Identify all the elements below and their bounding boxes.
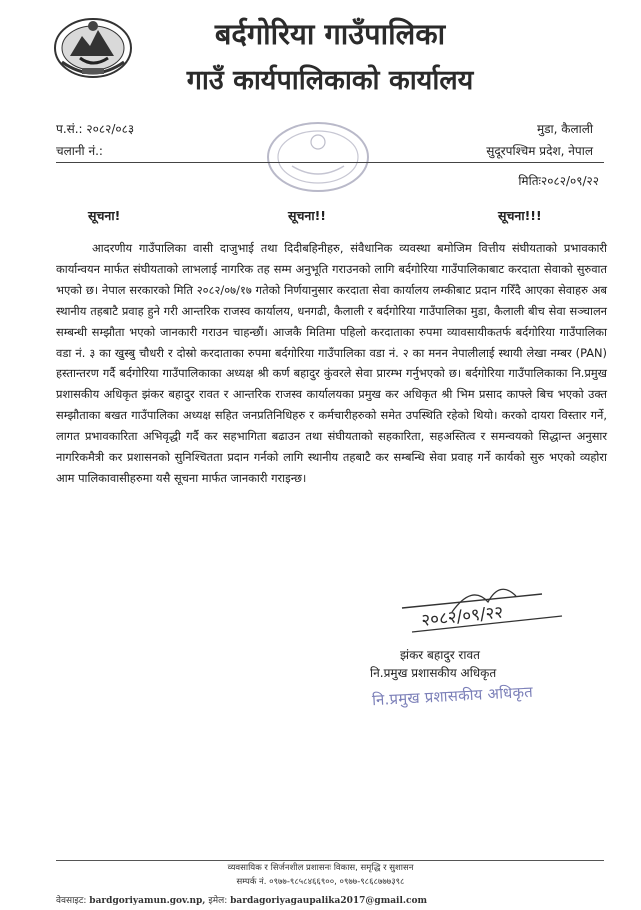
notice-heading-center: सूचना!! (288, 208, 326, 223)
email-link[interactable]: bardagoriyagaupalika2017@gmail.com (230, 896, 428, 906)
footer-divider (56, 860, 604, 861)
footer-web-email (56, 893, 427, 906)
handwritten-date: २०८२/०९/२२ (420, 602, 505, 631)
address-line2: सुदूरपश्चिम प्रदेश, नेपाल (486, 144, 593, 158)
footer-motto: व्यवसायिक र सिर्जनशील प्रशासनः विकास, समृद्धि र सुशासन (227, 863, 414, 873)
dispatch-number: चलानी नं.: (56, 144, 103, 158)
website-label: वेवसाइट: (56, 896, 87, 906)
notice-body (56, 238, 607, 489)
signatory-designation: नि.प्रमुख प्रशासकीय अधिकृत (370, 666, 497, 680)
notice-heading-left: सूचना! (88, 208, 121, 223)
footer-contact: सम्पर्क नं. ०९७७-९८५८४६६९००, ०९७७-९८६८७७७३९८ (236, 877, 405, 887)
email-label: इमेल: (208, 896, 228, 906)
signatory-name: झंकर बहादुर रावत (400, 648, 480, 662)
header-divider (56, 162, 604, 163)
address-line1: मुडा, कैलाली (536, 122, 593, 136)
website-link[interactable]: bardgoriyamun.gov.np, (89, 896, 206, 906)
handwritten-signature-icon (392, 572, 582, 642)
notice-heading-right: सूचना!!! (498, 208, 542, 223)
office-title-line1: बर्दगोरिया गाउँपालिका (214, 17, 446, 51)
notice-paragraph: आदरणीय गाउँपालिका वासी दाजुभाई तथा दिदीबहिनीहरु, संवैधानिक व्यवस्था बमोजिम वित्तीय संघीयताको प्रभावकारी कार्यान्वयन मार्फत संघीयताको लाभलाई नागरिक तह सम्म अनुभूति गराउनको लागि बर्दगोरिया गाउँपालिकाबाट करदाता सेवाको सुरुवात भएको छ। नेपाल सरकारको मिति २०८२/०७/१७ गतेको निर्णयानुसार करदाता सेवा कार्यालय लम्कीबाट प्रदान गरिँदै आएका सेवाहरु अब स्थानीय तहबाटै प्रवाह हुने गरी आन्तरिक राजस्व कार्यालय, धनगढी, कैलाली र बर्दगोरिया गाउँपालिका मुडा, कैलाली बीच सेवा सञ्चालन सम्बन्धी सम्झौता भएको जानकारी गराउन चाहन्छौं। आजकै मितिमा पहिलो करदाताका रुपमा व्यावसायीकतर्फ बर्दगोरिया गाउँपालिका वडा नं. ३ का खुस्बु चौधरी र दोस्रो करदाताका रुपमा बर्दगोरिया गाउँपालिका वडा नं. २ का मनन नेपालीलाई स्थायी लेखा नम्बर (PAN) हस्तान्तरण गर्दै बर्दगोरिया गाउँपालिकाका अध्यक्ष श्री कर्ण बहादुर कुंवरले सेवा प्रारम्भ गर्नुभएको छ। बर्दगोरिया गाउँपालिकाका नि.प्रमुख प्रशासकीय अधिकृत झंकर बहादुर रावत र आन्तरिक राजस्व कार्यालयका प्रमुख कर अधिकृत श्री भिम प्रसाद काफ्ले बिच भएको उक्त सम्झौताका बखत गाउँपालिका अध्यक्ष सहित जनप्रतिनिधिहरु र कर्मचारीहरुको समेत उपस्थिति रहेको थियो। करको दायरा विस्तार गर्ने, लागत प्रभावकारिता अभिवृद्धी गर्दै कर सहभागिता बढाउन तथा संघीयताको सहकारिता, सहअस्तित्व र समन्वयको सिद्धान्त अनुसार नागरिकमैत्री कर प्रशासनको सुनिश्चितता प्रदान गर्नको लागि स्थानीय तहबाटै कर सम्बन्धि सेवा प्रवाह गर्ने कार्यको सुरु भएको व्यहोरा आम पालिकावासीहरुमा यसै सूचना मार्फत जानकारी गराइन्छ। (56, 241, 607, 485)
office-seal-icon (262, 118, 374, 196)
nepal-government-emblem-icon (52, 12, 134, 80)
letter-date: मितिः२०८२/०९/२२ (518, 174, 599, 188)
designation-stamp: नि.प्रमुख प्रशासकीय अधिकृत (371, 682, 534, 710)
reference-number: प.सं.: २०८२/०८३ (56, 122, 135, 136)
office-title-line2: गाउँ कार्यपालिकाको कार्यालय (186, 65, 474, 96)
